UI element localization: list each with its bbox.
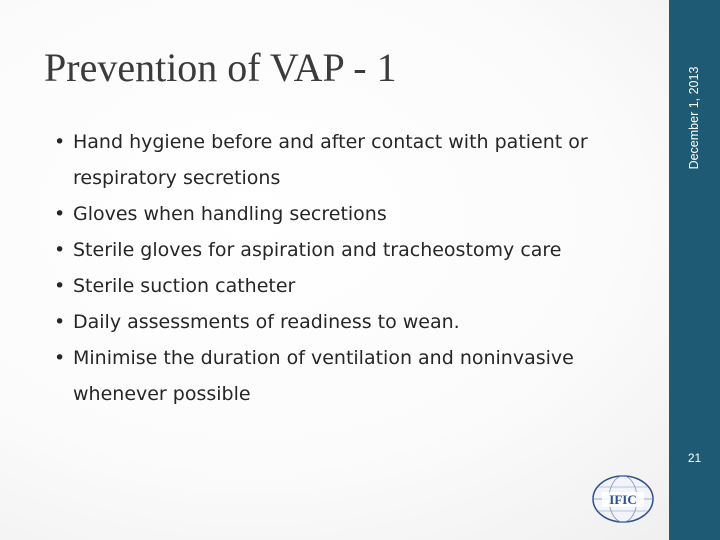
bullet-icon: •: [54, 203, 66, 225]
bullet-icon: •: [54, 131, 66, 153]
bullet-item: [40, 304, 630, 340]
bullet-list: [40, 124, 630, 412]
bullet-item: [40, 124, 630, 196]
bullet-item: [40, 340, 630, 412]
bullet-icon: •: [54, 239, 66, 261]
bullet-text: Daily assessments of readiness to wean.: [73, 311, 460, 333]
bullet-item: [40, 232, 630, 268]
date-label: December 1, 2013: [687, 66, 701, 170]
bullet-text: Gloves when handling secretions: [73, 203, 387, 225]
logo-text: IFIC: [609, 492, 637, 507]
bullet-text: Sterile gloves for aspiration and tracheostomy care: [73, 239, 562, 261]
bullet-icon: •: [54, 311, 66, 333]
bullet-text: Minimise the duration of ventilation and noninvasive whenever possible: [73, 347, 574, 405]
bullet-text: Sterile suction catheter: [73, 275, 296, 297]
ific-logo: [590, 473, 656, 525]
page-number: 21: [687, 451, 702, 465]
globe-icon: [590, 473, 656, 525]
bullet-icon: •: [54, 275, 66, 297]
bullet-icon: •: [54, 347, 66, 369]
bullet-item: [40, 268, 630, 304]
bullet-item: [40, 196, 630, 232]
bullet-text: Hand hygiene before and after contact with patient or respiratory secretions: [73, 131, 588, 189]
slide-title: Prevention of VAP - 1: [44, 45, 397, 90]
